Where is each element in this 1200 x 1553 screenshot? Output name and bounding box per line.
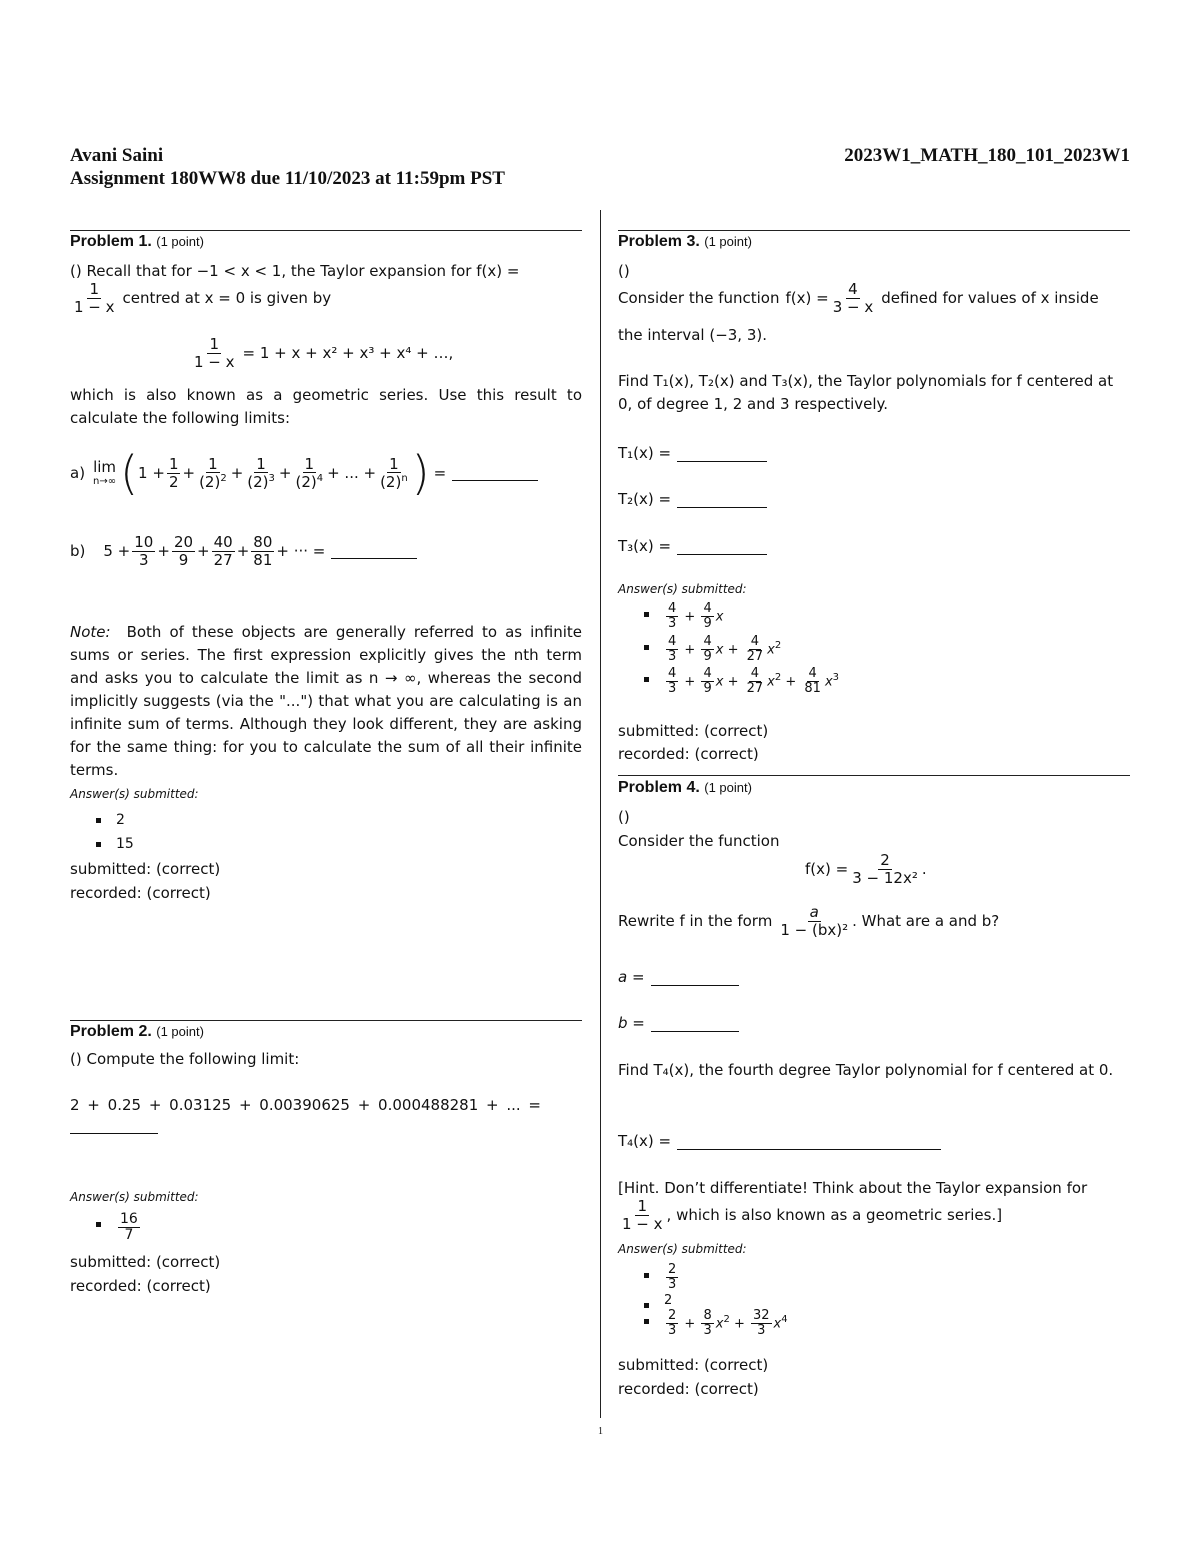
list-item: $\frac{2}{3}$ + $\frac{8}{3}$ $x^2$ + $\frac{32}{3}$ $x^4$	[664, 1309, 788, 1339]
problem-3-recorded: recorded: (correct)	[618, 745, 759, 763]
problem-1-part-a: a) lim n→∞ ( 1 + $\frac{1}{2}$ + $\frac{1}{(2)^2}$ + $\frac{1}{(2)^3}$ + $\frac{1}{(2)^4}$ + ... + $\frac{1}{(2)^n}$ ) =	[70, 450, 538, 496]
page-number: 1	[598, 1426, 603, 1437]
b-row: b =	[618, 1012, 739, 1035]
problem-4-hint: [Hint. Don’t differentiate! Think about the Taylor expansion for $\frac{1}{1 - x}$ , which is also known as a geometric series.]	[618, 1179, 1088, 1233]
problem-4-rule	[618, 775, 1130, 776]
column-divider	[600, 210, 601, 1418]
problem-3-answers-label: Answer(s) submitted:	[618, 582, 747, 596]
problem-4-intro: Consider the function	[618, 832, 780, 850]
problem-4-recorded: recorded: (correct)	[618, 1380, 759, 1398]
problem-4-submitted: submitted: (correct)	[618, 1356, 769, 1374]
problem-1-note: Note: Both of these objects are generally referred to as infinite sums or series. The first expression explicitly gives the nth term and asks you to calculate the limit as n → ∞, whereas the second implicitly suggests (via the "...") that what you are calculating is an infinite sum of terms. Although they look different, they are asking for the same thing: for you to calculate the sum of all their infinite terms.	[70, 623, 582, 779]
answer-blank-1a[interactable]	[452, 465, 538, 481]
problem-1-intro: () Recall that for −1 < x < 1, the Taylor expansion for f(x) = $\frac{1}{1 - x}$ centred at x = 0 is given by	[70, 262, 520, 316]
t4-blank[interactable]	[677, 1134, 941, 1150]
t2-blank[interactable]	[677, 492, 767, 508]
problem-2-intro: () Compute the following limit:	[70, 1050, 300, 1068]
problem-4-task: Find T₄(x), the fourth degree Taylor polynomial for f centered at 0.	[618, 1061, 1114, 1079]
problem-3-function: Consider the function f(x) = $\frac{4}{3 - x}$ defined for values of x inside	[618, 280, 1099, 316]
problem-3-title: Problem 3. (1 point)	[618, 233, 752, 250]
problem-2-answers-label: Answer(s) submitted:	[70, 1190, 199, 1204]
problem-4-title: Problem 4. (1 point)	[618, 779, 752, 796]
list-item: 15	[116, 832, 134, 856]
problem-3-empty-parens: ()	[618, 262, 630, 280]
geometric-series-formula: $\frac{1}{1 - x}$ = 1 + x + x² + x³ + x⁴ + …,	[194, 335, 454, 371]
problem-1-title: Problem 1. (1 point)	[70, 233, 204, 250]
t1-row: T₁(x) =	[618, 442, 767, 465]
problem-1-rule	[70, 230, 582, 231]
t1-blank[interactable]	[677, 446, 767, 462]
problem-2-rule	[70, 1020, 582, 1021]
problem-2-title: Problem 2. (1 point)	[70, 1023, 204, 1040]
answer-blank-1b[interactable]	[331, 543, 417, 559]
b-blank[interactable]	[651, 1016, 739, 1032]
t4-row: T₄(x) =	[618, 1130, 941, 1153]
problem-1-submitted: submitted: (correct)	[70, 860, 221, 878]
list-item: 2	[664, 1293, 788, 1309]
problem-4-answers-label: Answer(s) submitted:	[618, 1242, 747, 1256]
list-item: $\frac{2}{3}$	[664, 1263, 788, 1293]
list-item: $\frac{4}{3}$ + $\frac{4}{9}$ x + $\frac{4}{27}$ $x^2$ + $\frac{4}{81}$ $x^3$	[664, 667, 839, 697]
problem-2-expression: 2 + 0.25 + 0.03125 + 0.00390625 + 0.000488281 + ... =	[70, 1096, 541, 1114]
problem-1-answers-label: Answer(s) submitted:	[70, 787, 199, 801]
t2-row: T₂(x) =	[618, 488, 767, 511]
problem-3-submitted: submitted: (correct)	[618, 722, 769, 740]
problem-3-rule	[618, 230, 1130, 231]
problem-1-recorded: recorded: (correct)	[70, 884, 211, 902]
list-item: $\frac{16}{7}$	[116, 1212, 142, 1244]
list-item: 2	[116, 808, 134, 832]
problem-1-text: which is also known as a geometric series. Use this result to calculate the following limits:	[70, 386, 582, 427]
a-row: a =	[618, 966, 739, 989]
problem-2-recorded: recorded: (correct)	[70, 1277, 211, 1295]
problem-1-part-b: b) 5 + $\frac{10}{3}$ + $\frac{20}{9}$ + $\frac{40}{27}$ + $\frac{80}{81}$ + ··· =	[70, 534, 417, 568]
list-item: $\frac{4}{3}$ + $\frac{4}{9}$ x + $\frac{4}{27}$ $x^2$	[664, 635, 839, 665]
problem-2-submitted: submitted: (correct)	[70, 1253, 221, 1271]
student-name: Avani Saini	[70, 145, 164, 166]
answer-blank-2[interactable]	[70, 1133, 158, 1134]
problem-4-empty-parens: ()	[618, 808, 630, 826]
problem-3-interval: the interval (−3, 3).	[618, 326, 768, 344]
a-blank[interactable]	[651, 970, 739, 986]
problem-2-answers	[70, 1212, 142, 1244]
problem-4-function: f(x) = $\frac{2}{\text{3 − 12x²}}$ .	[805, 851, 927, 887]
problem-3-answers	[618, 602, 839, 697]
t3-row: T₃(x) =	[618, 535, 767, 558]
assignment-title: Assignment 180WW8 due 11/10/2023 at 11:59pm PST	[70, 168, 505, 189]
problem-3-task: Find T₁(x), T₂(x) and T₃(x), the Taylor polynomials for f centered at 0, of degree 1, 2 and 3 respectively.	[618, 372, 1114, 413]
problem-4-form: Rewrite f in the form $\frac{a}{\text{1 − (bx)²}}$ . What are a and b?	[618, 903, 1000, 939]
course-code: 2023W1_MATH_180_101_2023W1	[844, 145, 1130, 166]
problem-1-answers	[70, 808, 134, 856]
list-item: $\frac{4}{3}$ + $\frac{4}{9}$ x	[664, 602, 839, 632]
t3-blank[interactable]	[677, 539, 767, 555]
problem-4-answers	[618, 1263, 788, 1338]
